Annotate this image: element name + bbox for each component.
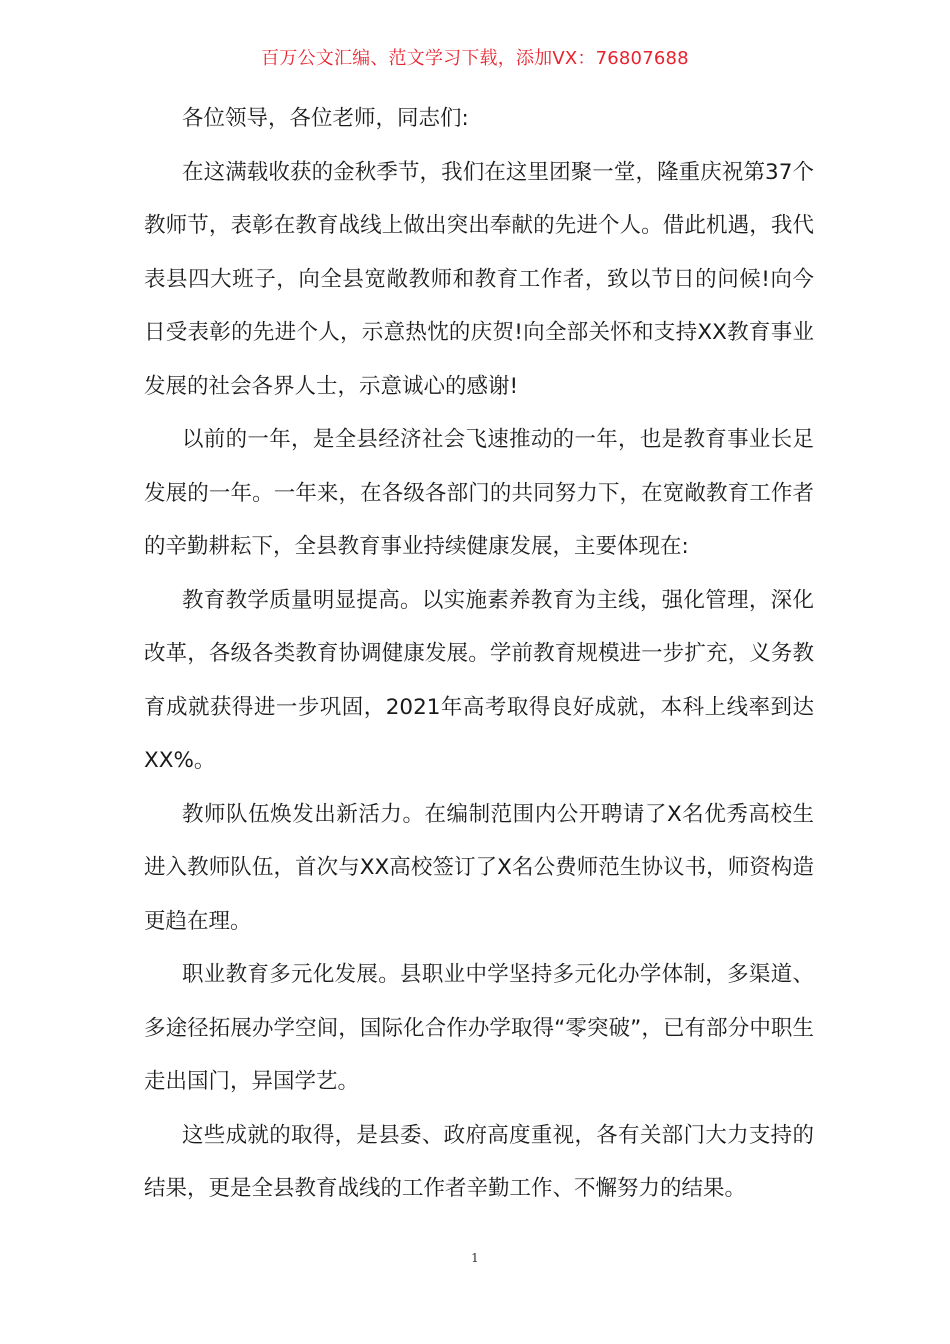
paragraph-2: 以前的一年，是全县经济社会飞速推动的一年，也是教育事业长足发展的一年。一年来，在各级各部门的共同努力下，在宽敞教育工作者的辛勤耕耘下，全县教育事业持续健康发展，主要体现在:	[144, 427, 814, 559]
paragraph-1: 在这满载收获的金秋季节，我们在这里团聚一堂，隆重庆祝第37个教师节，表彰在教育战线上做出突出奉献的先进个人。借此机遇，我代表县四大班子，向全县宽敞教师和教育工作者，致以节日的问候!向今日受表彰的先进个人，示意热忱的庆贺!向全部关怀和支持XX教育事业发展的社会各界人士，示意诚心的感谢!	[144, 159, 814, 399]
paragraph-4: 教师队伍焕发出新活力。在编制范围内公开聘请了X名优秀高校生进入教师队伍，首次与XX高校签订了X名公费师范生协议书，师资构造更趋在理。	[144, 801, 814, 934]
page-number: 1	[471, 1251, 479, 1265]
header-watermark: 百万公文汇编、范文学习下载，添加VX：76807688	[261, 48, 689, 69]
greeting: 各位领导，各位老师，同志们:	[182, 106, 469, 131]
paragraph-6: 这些成就的取得，是县委、政府高度重视，各有关部门大力支持的结果，更是全县教育战线的工作者辛勤工作、不懈努力的结果。	[144, 1122, 814, 1201]
document-body	[144, 92, 814, 1216]
paragraph-5: 职业教育多元化发展。县职业中学坚持多元化办学体制，多渠道、多途径拓展办学空间，国际化合作办学取得“零突破”，已有部分中职生走出国门，异国学艺。	[144, 962, 814, 1094]
paragraph-3: 教育教学质量明显提高。以实施素养教育为主线，强化管理，深化改革，各级各类教育协调健康发展。学前教育规模进一步扩充，义务教育成就获得进一步巩固，2021年高考取得良好成就，本科上线率到达XX%。	[144, 587, 814, 773]
